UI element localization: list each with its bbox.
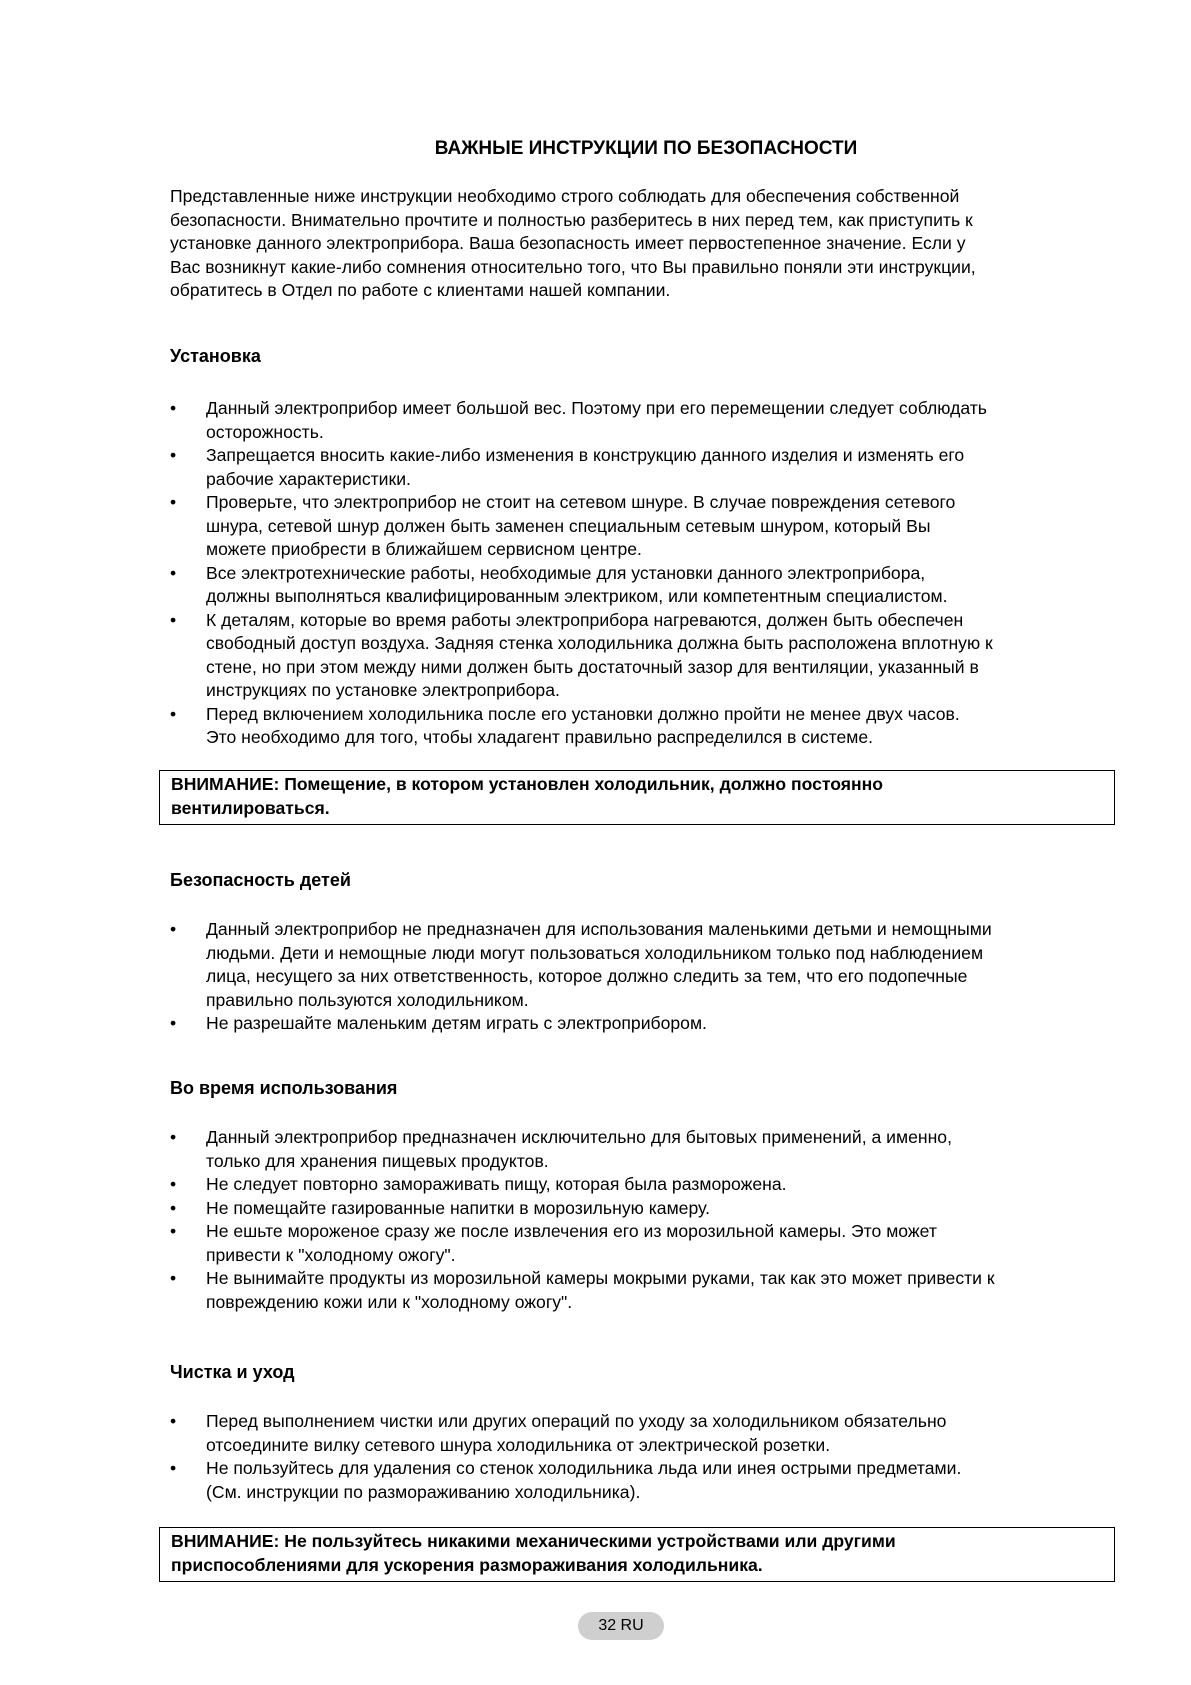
list-item bbox=[170, 703, 1112, 750]
page-number-badge: 32 RU bbox=[578, 1612, 664, 1640]
bullet-icon: • bbox=[170, 1197, 177, 1218]
bullet-icon: • bbox=[170, 562, 177, 583]
list-item-line: Не помещайте газированные напитки в морозильную камеру. bbox=[206, 1197, 710, 1218]
list-item-line: Все электротехнические работы, необходимые для установки данного электроприбора, bbox=[206, 562, 926, 583]
list-item-line: Не пользуйтесь для удаления со стенок холодильника льда или инея острыми предметами. bbox=[206, 1458, 962, 1478]
warning-box-defrosting bbox=[159, 1527, 1115, 1582]
list-item-line: Не следует повторно замораживать пищу, которая была разморожена. bbox=[206, 1174, 787, 1194]
list-item bbox=[170, 491, 1112, 562]
list-item-line: (См. инструкции по размораживанию холодильника). bbox=[206, 1481, 641, 1502]
list-item-line: рабочие характеристики. bbox=[206, 468, 411, 489]
list-item-line: инструкциях по установке электроприбора. bbox=[206, 680, 560, 700]
bullet-icon: • bbox=[170, 919, 177, 939]
intro-line: Вас возникнут какие-либо сомнения относительно того, что Вы правильно поняли эти инструкции, bbox=[170, 256, 976, 277]
bullet-icon: • bbox=[170, 398, 177, 418]
warning-line: приспособлениями для ускорения размораживания холодильника. bbox=[171, 1554, 763, 1575]
list-item bbox=[170, 918, 1112, 1012]
bullet-icon: • bbox=[170, 1411, 177, 1431]
list-item bbox=[170, 1126, 1112, 1173]
list-item-line: правильно пользуются холодильником. bbox=[206, 989, 529, 1010]
list-item-line: Не вынимайте продукты из морозильной камеры мокрыми руками, так как это может привести к bbox=[206, 1268, 995, 1288]
list-item-line: К деталям, которые во время работы электроприбора нагреваются, должен быть обеспечен bbox=[206, 609, 964, 630]
list-item-line: шнура, сетевой шнур должен быть заменен специальным сетевым шнуром, который Вы bbox=[206, 515, 931, 536]
list-item-line: привести к "холодному ожогу". bbox=[206, 1244, 456, 1265]
section-heading-usage: Во время использования bbox=[170, 1078, 398, 1098]
list-item-line: отсоедините вилку сетевого шнура холодильника от электрической розетки. bbox=[206, 1434, 831, 1455]
warning-line: вентилироваться. bbox=[171, 797, 330, 818]
list-item-line: должны выполняться квалифицированным электриком, или компетентным специалистом. bbox=[206, 586, 948, 606]
list-item-line: стене, но при этом между ними должен быть достаточный зазор для вентиляции, указанный в bbox=[206, 656, 979, 677]
list-item-line: Не ешьте мороженое сразу же после извлечения его из морозильной камеры. Это может bbox=[206, 1221, 937, 1241]
list-item-line: Данный электроприбор имеет большой вес. Поэтому при его перемещении следует соблюдать bbox=[206, 398, 987, 418]
list-item bbox=[170, 1267, 1112, 1314]
warning-line: ВНИМАНИЕ: Не пользуйтесь никакими механическими устройствами или другими bbox=[171, 1531, 896, 1551]
list-item-line: повреждению кожи или к "холодному ожогу". bbox=[206, 1291, 573, 1312]
list-item-line: лица, несущего за них ответственность, которое должно следить за тем, что его подопечные bbox=[206, 966, 968, 986]
section-heading-cleaning: Чистка и уход bbox=[170, 1362, 295, 1382]
list-item-line: людьми. Дети и немощные люди могут пользоваться холодильником только под наблюдением bbox=[206, 942, 984, 963]
intro-paragraph bbox=[170, 185, 1122, 303]
list-item-line: свободный доступ воздуха. Задняя стенка холодильника должна быть расположена вплотную к bbox=[206, 633, 993, 653]
page-title: ВАЖНЫЕ ИНСТРУКЦИИ ПО БЕЗОПАСНОСТИ bbox=[434, 138, 858, 159]
children-list bbox=[170, 918, 1112, 1036]
list-item-line: Перед выполнением чистки или других операций по уходу за холодильником обязательно bbox=[206, 1411, 947, 1431]
section-heading-installation: Установка bbox=[170, 346, 261, 366]
list-item-line: осторожность. bbox=[206, 421, 324, 442]
warning-box-ventilation bbox=[159, 770, 1115, 825]
installation-list bbox=[170, 397, 1112, 750]
intro-line: Представленные ниже инструкции необходимо строго соблюдать для обеспечения собственной bbox=[170, 186, 960, 206]
bullet-icon: • bbox=[170, 1458, 177, 1478]
intro-line: безопасности. Внимательно прочтите и полностью разберитесь в них перед тем, как приступить к bbox=[170, 209, 973, 230]
section-heading-children: Безопасность детей bbox=[170, 870, 351, 890]
list-item bbox=[170, 1457, 1112, 1504]
bullet-icon: • bbox=[170, 1174, 177, 1194]
bullet-icon: • bbox=[170, 703, 177, 724]
list-item bbox=[170, 1012, 1112, 1036]
usage-list bbox=[170, 1126, 1112, 1314]
intro-line: обратитесь в Отдел по работе с клиентами нашей компании. bbox=[170, 280, 671, 300]
list-item bbox=[170, 444, 1112, 491]
warning-line: ВНИМАНИЕ: Помещение, в котором установлен холодильник, должно постоянно bbox=[171, 774, 884, 794]
bullet-icon: • bbox=[170, 492, 177, 512]
cleaning-list bbox=[170, 1410, 1112, 1504]
list-item-line: Не разрешайте маленьким детям играть с электроприбором. bbox=[206, 1013, 707, 1033]
list-item-line: Данный электроприбор не предназначен для использования маленькими детьми и немощными bbox=[206, 919, 992, 939]
list-item-line: Запрещается вносить какие-либо изменения в конструкцию данного изделия и изменять его bbox=[206, 445, 965, 465]
bullet-icon: • bbox=[170, 1221, 177, 1241]
intro-line: установке данного электроприбора. Ваша безопасность имеет первостепенное значение. Если у bbox=[170, 233, 966, 253]
list-item bbox=[170, 1220, 1112, 1267]
list-item bbox=[170, 562, 1112, 609]
list-item bbox=[170, 1410, 1112, 1457]
list-item-line: Данный электроприбор предназначен исключительно для бытовых применений, а именно, bbox=[206, 1127, 952, 1147]
list-item bbox=[170, 1197, 1112, 1221]
list-item bbox=[170, 397, 1112, 444]
list-item-line: только для хранения пищевых продуктов. bbox=[206, 1150, 549, 1171]
bullet-icon: • bbox=[170, 1268, 177, 1288]
list-item-line: Это необходимо для того, чтобы хладагент правильно распределился в системе. bbox=[206, 727, 874, 747]
bullet-icon: • bbox=[170, 445, 177, 465]
bullet-icon: • bbox=[170, 609, 177, 630]
list-item-line: можете приобрести в ближайшем сервисном центре. bbox=[206, 539, 642, 559]
bullet-icon: • bbox=[170, 1127, 177, 1147]
list-item bbox=[170, 609, 1112, 703]
list-item bbox=[170, 1173, 1112, 1197]
list-item-line: Проверьте, что электроприбор не стоит на сетевом шнуре. В случае повреждения сетевого bbox=[206, 492, 956, 512]
list-item-line: Перед включением холодильника после его установки должно пройти не менее двух часов. bbox=[206, 703, 960, 724]
bullet-icon: • bbox=[170, 1013, 177, 1033]
